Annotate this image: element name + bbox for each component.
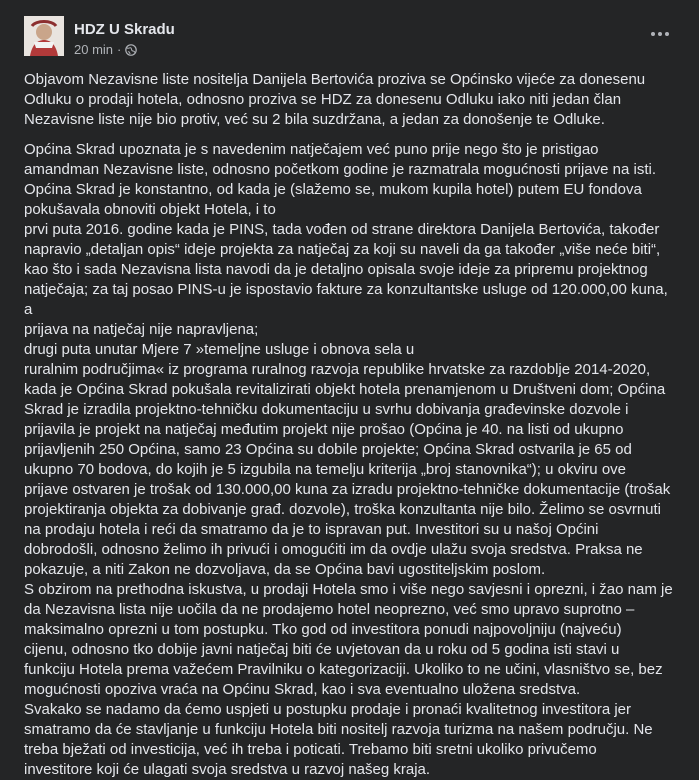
- post-meta: [74, 42, 137, 58]
- post-text: [24, 70, 675, 780]
- post-paragraph: Općina Skrad upoznata je s navedenim natječajem već puno prije nego što je pristigao amandman Nezavisne liste, odnosno početkom godine je razmatrala mogućnosti prijave na isti. Općina Skrad je konstantno, od kada je (slažemo se, mukom kupila hotel) putem EU fondova pokušavala obnoviti objekt Hotela, i to prvi puta 2016. godine kada je PINS, tada vođen od strane direktora Danijela Bertovića, također napravio „detaljan opis“ ideje projekta za natječaj za koji su naveli da ga također „više neće biti“, kao što i sada Nezavisna lista navodi da je detaljno opisala svoje ideje za pripremu projektnog natječaja; za taj posao PINS-u je ispostavio fakture za konzultantske usluge od 120.000,00 kuna, a prijava na natječaj nije napravljena; drugi puta unutar Mjere 7 »temeljne usluge i obnova sela u ruralnim područjima« iz programa ruralnog razvoja republike hrvatske za razdoblje 2014-2020, kada je Općina Skrad pokušala revitalizirati objekt hotela prenamjenom u Društveni dom; Općina Skrad je izradila projektno-tehničku dokumentaciju u svrhu dobivanja građevinske dozvole i prijavila je projekt na natječaj međutim projekt nije prošao (Općina je 40. na listi od ukupno prijavljenih 250 Općina, samo 23 Općina su dobile projekte; Općina Skrad ostvarila je 65 od ukupno 70 bodova, do kojih je 5 izgubila na temelju kriterija „broj stanovnika“); u okviru ove prijave ostvaren je trošak od 130.000,00 kuna za izradu projektno-tehničke dokumentacije (trošak projektiranja objekta za dobivanje građ. dozvole), troška konzultanta nije bilo. Želimo se osvrnuti na prodaju hotela i reći da smatramo da je to ispravan put. Investitori su u našoj Općini dobrodošli, odnosno želimo ih privući i omogućiti im da ovdje ulažu svoja sredstva. Praksa ne pokazuje, a niti Zakon ne dozvoljava, da se Općina bavi ugostiteljskim poslom. S obzirom na prethodna iskustva, u prodaji Hotela smo i više nego savjesni i oprezni, i žao nam je da Nezavisna lista nije uočila da ne prodajemo hotel neoprezno, već smo upravo suprotno – maksimalno oprezni u tom postupku. Tko god od investitora ponudi najpovoljniju (najveću) cijenu, odnosno tko dobije javni natječaj biti će uvjetovan da u roku od 5 godina isti stavi u funkciju Hotela prema važećem Pravilniku o kategorizaciji. Ukoliko to ne učini, vlasništvo se, bez mogućnosti opoziva vraća na Općinu Skrad, kao i sva eventualno uložena sredstva. Svakako se nadamo da ćemo uspjeti u postupku prodaje i pronaći kvalitetnog investitora jer smatramo da će stavljanje u funkciju Hotela biti nositelj razvoja turizma na našem području. Ne treba bježati od investicija, već ih treba i poticati. Trebamo biti sretni ukoliko privučemo investitore koji će ulagati svoja sredstva u razvoj našeg kraja.: [24, 141, 673, 778]
- more-dot: [665, 32, 669, 36]
- post-header: [24, 14, 675, 62]
- meta-separator: ·: [117, 42, 122, 57]
- post-paragraph: Objavom Nezavisne liste nositelja Danijela Bertovića proziva se Općinsko vijeće za donesenu Odluku o prodaji hotela, odnosno proziva se HDZ za donesenu Odluku iako niti jedan član Nezavisne liste nije bio protiv, već su 2 bila suzdržana, a jedan za donošenje te Odluke.: [24, 71, 646, 128]
- more-dot: [651, 32, 655, 36]
- more-options-icon[interactable]: [645, 24, 675, 44]
- author-name[interactable]: HDZ U Skradu: [74, 21, 175, 38]
- globe-icon: [125, 44, 137, 56]
- post-time[interactable]: 20 min: [74, 42, 114, 57]
- more-dot: [658, 32, 662, 36]
- avatar-image: [24, 16, 64, 56]
- avatar[interactable]: [24, 16, 64, 56]
